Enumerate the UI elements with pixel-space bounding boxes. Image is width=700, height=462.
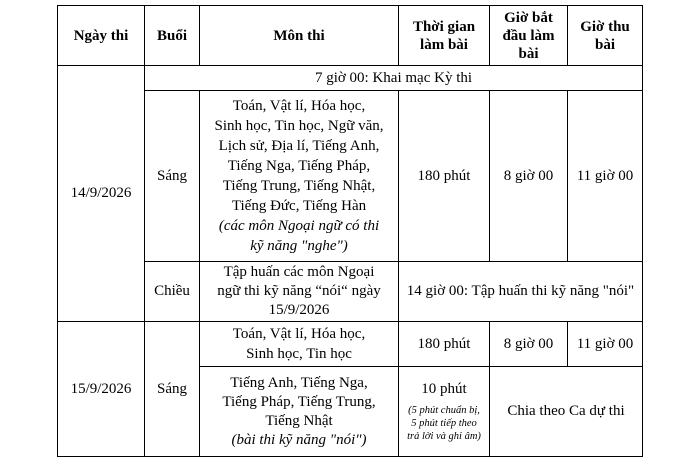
duration-note: 5 phút tiếp theo: [411, 418, 477, 429]
subject-line: Tiếng Anh, Tiếng Nga,: [230, 374, 368, 391]
subject-line: Tập huấn các môn Ngoại: [223, 264, 375, 280]
subject-line: Tiếng Pháp, Tiếng Trung,: [222, 393, 376, 410]
header-end-line: Giờ thu: [580, 18, 630, 35]
duration-value: 10 phút: [421, 381, 467, 397]
subject-line: 15/9/2026: [268, 302, 330, 318]
header-duration: [399, 6, 490, 66]
header-start-line: đầu làm: [502, 27, 555, 44]
exam-schedule: [57, 5, 643, 457]
table-row: [58, 91, 643, 262]
session-cell: Chiều: [145, 262, 200, 322]
header-start-time: [490, 6, 568, 66]
header-session: Buổi: [145, 6, 200, 66]
header-date: Ngày thi: [58, 6, 145, 66]
duration-cell: 180 phút: [399, 322, 490, 367]
subject-line: Sinh học, Tin học: [246, 346, 352, 362]
header-duration-line: Thời gian: [412, 18, 476, 35]
subjects-cell: [200, 367, 399, 457]
exam-date-cell: 14/9/2026: [58, 66, 145, 322]
schedule-table: [57, 5, 643, 457]
end-time-cell: 11 giờ 00: [568, 322, 643, 367]
header-row: [58, 6, 643, 66]
subject-note: kỹ năng "nghe"): [250, 238, 348, 254]
exam-date-cell: 15/9/2026: [58, 322, 145, 457]
table-row: [58, 66, 643, 91]
subject-line: Toán, Vật lí, Hóa học,: [232, 98, 366, 114]
subject-line: Tiếng Nga, Tiếng Pháp,: [227, 158, 371, 174]
shift-timing-cell: Chia theo Ca dự thi: [490, 367, 643, 457]
header-end-time: [568, 6, 643, 66]
training-info: 14 giờ 00: Tập huấn thi kỹ năng "nói": [399, 262, 643, 322]
subject-line: ngữ thi kỹ năng “nói“ ngày: [217, 283, 381, 299]
subject-note: (các môn Ngoại ngữ có thi: [218, 218, 380, 234]
duration-note: (5 phút chuẩn bị,: [408, 405, 480, 416]
duration-cell: 180 phút: [399, 91, 490, 262]
subjects-cell: [200, 91, 399, 262]
subject-line: Lịch sử, Địa lí, Tiếng Anh,: [218, 138, 380, 154]
header-end-line: bài: [594, 36, 615, 53]
start-time-cell: 8 giờ 00: [490, 322, 568, 367]
session-cell: Sáng: [145, 91, 200, 262]
end-time-cell: 11 giờ 00: [568, 91, 643, 262]
subjects-cell: [200, 262, 399, 322]
subject-note: (bài thi kỹ năng "nói"): [231, 431, 367, 448]
subject-line: Tiếng Đức, Tiếng Hàn: [231, 198, 367, 214]
session-cell: Sáng: [145, 322, 200, 457]
subjects-cell: [200, 322, 399, 367]
header-duration-line: làm bài: [420, 36, 468, 53]
header-subject: Môn thi: [200, 6, 399, 66]
subject-line: Tiếng Nhật: [265, 412, 333, 429]
duration-note: trả lời và ghi âm): [407, 431, 481, 442]
subject-line: Tiếng Trung, Tiếng Nhật,: [222, 178, 376, 194]
duration-cell: [399, 367, 490, 457]
subject-line: Sinh học, Tin học, Ngữ văn,: [214, 118, 384, 134]
table-row: [58, 262, 643, 322]
opening-ceremony: 7 giờ 00: Khai mạc Kỳ thi: [145, 66, 643, 91]
table-row: [58, 322, 643, 367]
header-start-line: bài: [518, 45, 539, 62]
subject-line: Toán, Vật lí, Hóa học,: [232, 326, 366, 342]
start-time-cell: 8 giờ 00: [490, 91, 568, 262]
header-start-line: Giờ bắt: [504, 9, 553, 26]
